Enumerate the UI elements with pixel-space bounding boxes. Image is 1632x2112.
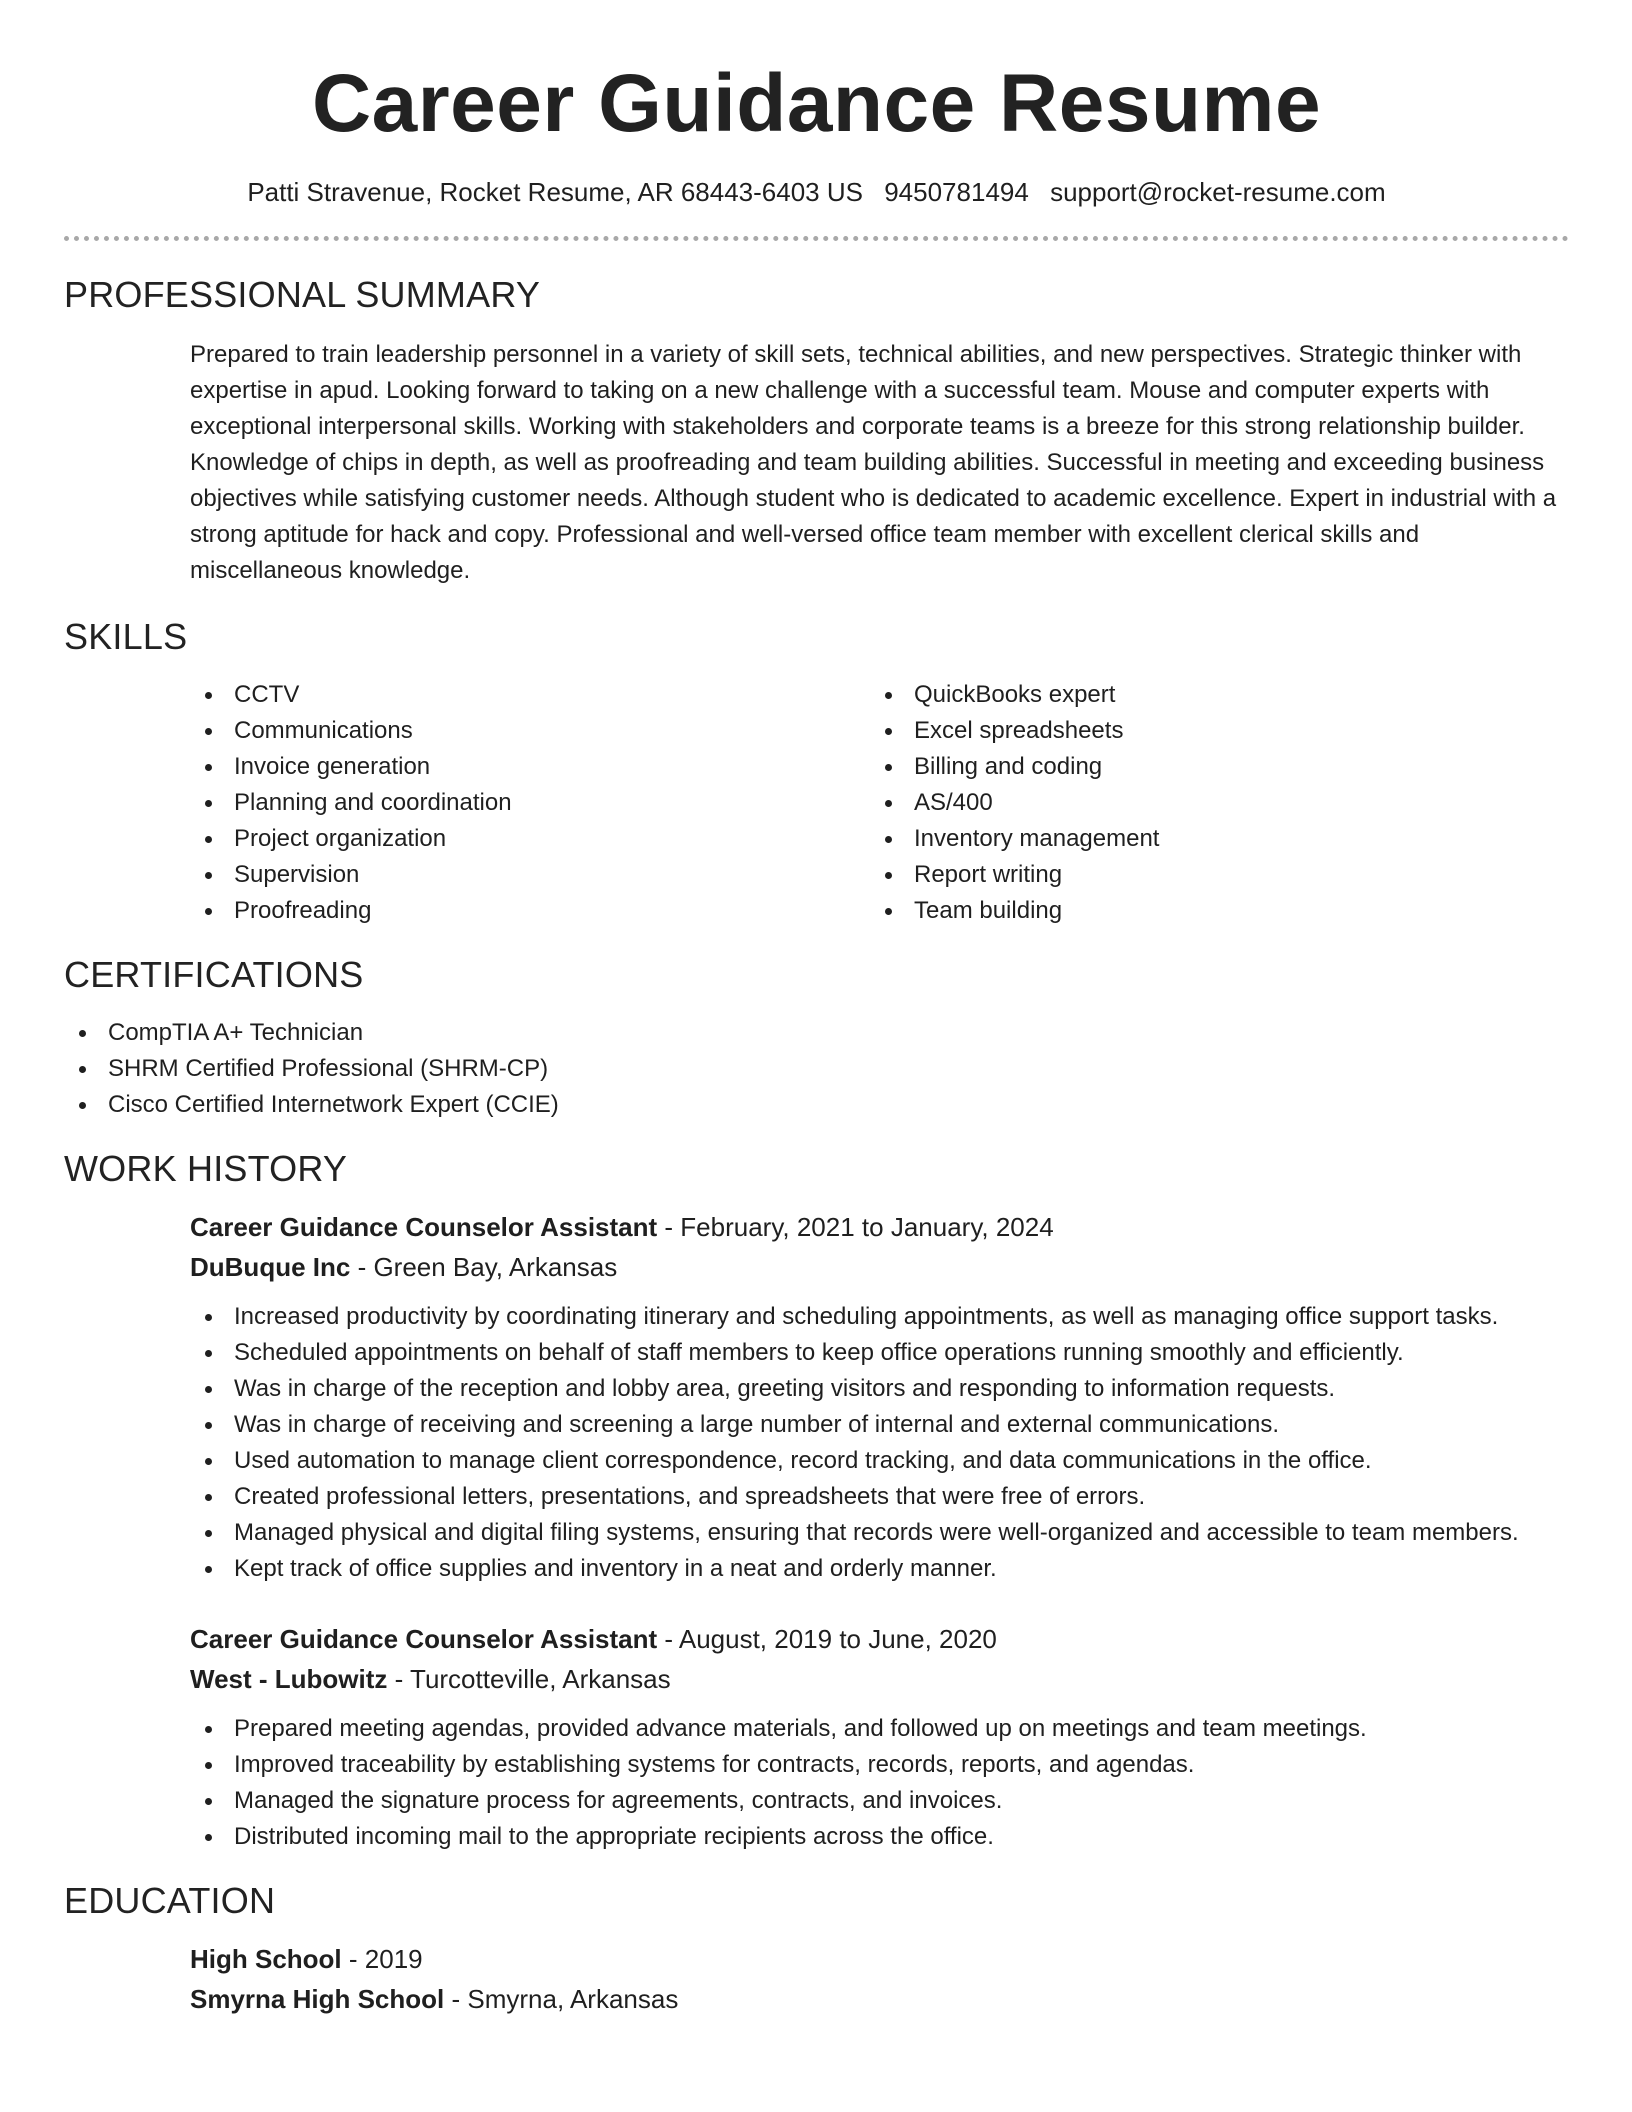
job-duty: Kept track of office supplies and inventory in a neat and orderly manner. xyxy=(190,1551,1569,1587)
job-duty: Was in charge of receiving and screening a large number of internal and external communications. xyxy=(190,1407,1569,1443)
job-company: West - Lubowitz xyxy=(190,1664,388,1694)
skill-item: Invoice generation xyxy=(190,749,870,785)
work-history-heading: WORK HISTORY xyxy=(64,1148,348,1189)
job-title: Career Guidance Counselor Assistant xyxy=(190,1212,658,1242)
skill-item: Billing and coding xyxy=(870,749,1550,785)
skill-item: QuickBooks expert xyxy=(870,677,1550,713)
job-duty: Prepared meeting agendas, provided advance materials, and followed up on meetings and team meetings. xyxy=(190,1711,1569,1747)
contact-phone: 9450781494 xyxy=(884,177,1029,207)
skill-item: Inventory management xyxy=(870,821,1550,857)
certification-item: CompTIA A+ Technician xyxy=(64,1015,1569,1051)
job-location: - Green Bay, Arkansas xyxy=(350,1252,618,1282)
skill-item: Supervision xyxy=(190,857,870,893)
header-divider xyxy=(64,236,1569,241)
education-year: - 2019 xyxy=(341,1944,423,1974)
education-degree: High School xyxy=(190,1944,342,1974)
certification-item: Cisco Certified Internetwork Expert (CCIE) xyxy=(64,1087,1569,1123)
contact-email: support@rocket-resume.com xyxy=(1050,177,1386,207)
education-heading: EDUCATION xyxy=(64,1880,276,1921)
skill-item: Planning and coordination xyxy=(190,785,870,821)
skill-item: AS/400 xyxy=(870,785,1550,821)
job-duty: Improved traceability by establishing systems for contracts, records, reports, and agendas. xyxy=(190,1747,1569,1783)
skill-item: Report writing xyxy=(870,857,1550,893)
certifications-heading: CERTIFICATIONS xyxy=(64,954,364,995)
skill-item: Team building xyxy=(870,893,1550,929)
skills-column-right xyxy=(870,677,1550,929)
education-degree-line xyxy=(190,1939,1569,1979)
job-duty: Increased productivity by coordinating itinerary and scheduling appointments, as well as managing office support tasks. xyxy=(190,1299,1569,1335)
job-duty: Created professional letters, presentations, and spreadsheets that were free of errors. xyxy=(190,1479,1569,1515)
education-school-line xyxy=(190,1979,1569,2019)
job-duties xyxy=(190,1299,1569,1587)
skill-item: Communications xyxy=(190,713,870,749)
education-school: Smyrna High School xyxy=(190,1984,445,2014)
job-duty: Managed the signature process for agreements, contracts, and invoices. xyxy=(190,1783,1569,1819)
skills-column-left xyxy=(190,677,870,929)
skills-list xyxy=(190,677,1569,929)
job-location: - Turcotteville, Arkansas xyxy=(387,1664,671,1694)
contact-address: Patti Stravenue, Rocket Resume, AR 68443-6403 US xyxy=(247,177,863,207)
resume-page xyxy=(64,0,1569,2019)
job-duties xyxy=(190,1711,1569,1855)
job-company: DuBuque Inc xyxy=(190,1252,351,1282)
job-dates: - February, 2021 to January, 2024 xyxy=(657,1212,1054,1242)
summary-text: Prepared to train leadership personnel in a variety of skill sets, technical abilities, and new perspectives. Strategic thinker with expertise in apud. Looking forward to taking on a new challenge with a successful team. Mouse and computer experts with exceptional interpersonal skills. Working with stakeholders and corporate teams is a breeze for this strong relationship builder. Knowledge of chips in depth, as well as proofreading and team building abilities. Successful in meeting and exceeding business objectives while satisfying customer needs. Although student who is dedicated to academic excellence. Expert in industrial with a strong aptitude for hack and copy. Professional and well-versed office team member with excellent clerical skills and miscellaneous knowledge. xyxy=(190,341,1557,584)
job-title-line xyxy=(190,1619,1569,1659)
skill-item: Proofreading xyxy=(190,893,870,929)
skill-item: Project organization xyxy=(190,821,870,857)
job-dates: - August, 2019 to June, 2020 xyxy=(657,1624,997,1654)
job-company-line xyxy=(190,1659,1569,1699)
job-entry xyxy=(190,1207,1569,1587)
skills-heading: SKILLS xyxy=(64,616,188,657)
job-title-line xyxy=(190,1207,1569,1247)
job-duty: Used automation to manage client correspondence, record tracking, and data communications in the office. xyxy=(190,1443,1569,1479)
job-entry xyxy=(190,1619,1569,1855)
summary-heading: PROFESSIONAL SUMMARY xyxy=(64,274,541,315)
certification-item: SHRM Certified Professional (SHRM-CP) xyxy=(64,1051,1569,1087)
job-company-line xyxy=(190,1247,1569,1287)
job-title: Career Guidance Counselor Assistant xyxy=(190,1624,658,1654)
job-duty: Distributed incoming mail to the appropriate recipients across the office. xyxy=(190,1819,1569,1855)
contact-line xyxy=(64,174,1569,210)
job-duty: Scheduled appointments on behalf of staff members to keep office operations running smoothly and efficiently. xyxy=(190,1335,1569,1371)
job-duty: Was in charge of the reception and lobby area, greeting visitors and responding to information requests. xyxy=(190,1371,1569,1407)
skill-item: CCTV xyxy=(190,677,870,713)
education-location: - Smyrna, Arkansas xyxy=(444,1984,679,2014)
job-duty: Managed physical and digital filing systems, ensuring that records were well-organized and accessible to team members. xyxy=(190,1515,1569,1551)
education-entry xyxy=(190,1939,1569,2019)
resume-title: Career Guidance Resume xyxy=(311,58,1322,149)
skill-item: Excel spreadsheets xyxy=(870,713,1550,749)
certifications-list xyxy=(64,1015,1569,1123)
